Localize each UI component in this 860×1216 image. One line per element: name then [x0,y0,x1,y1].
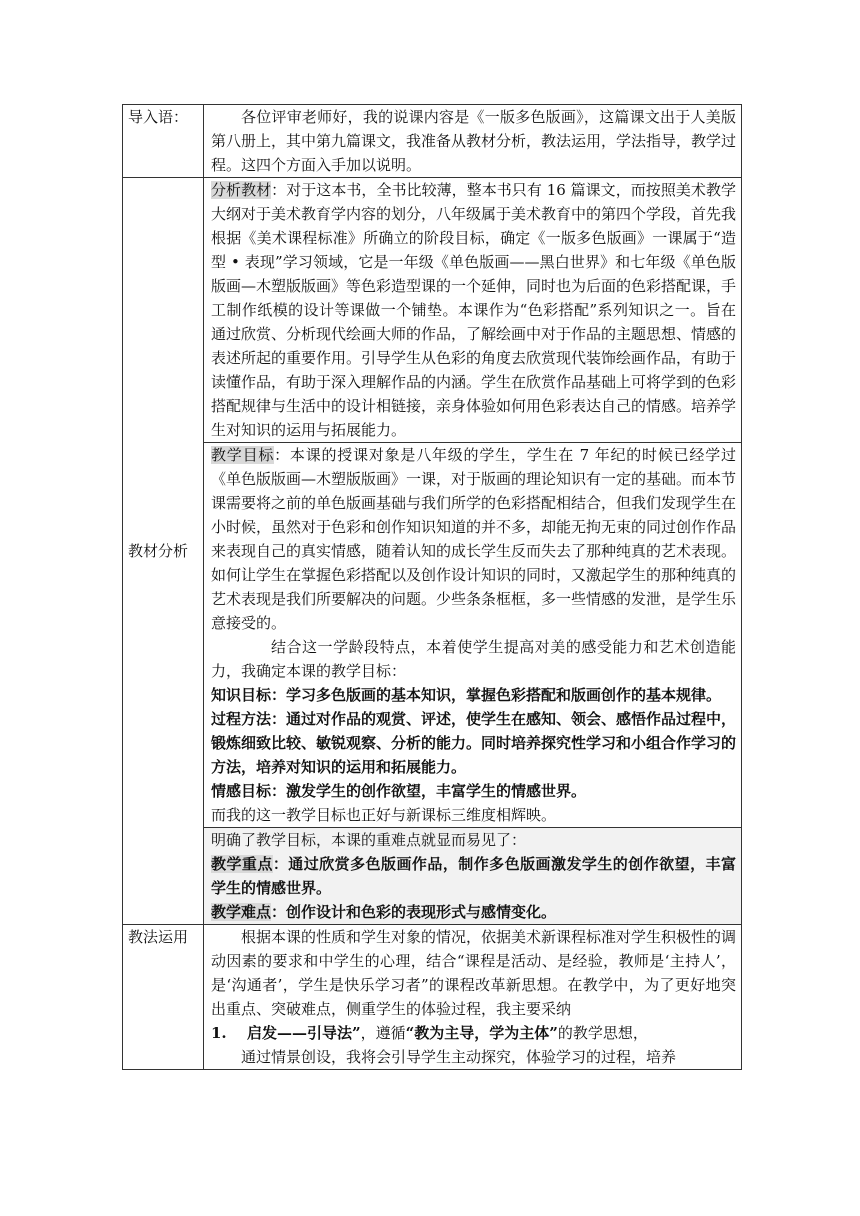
method-item-number: 1. [211,1024,227,1042]
method-row [123,925,742,1070]
objectives-paragraph [211,443,736,635]
key-point-heading: 教学重点 [211,855,273,873]
method-item-principle: “教为主导，学为主体” [405,1024,558,1042]
intro-row [123,105,742,178]
objectives-text: ：本课的授课对象是八年级的学生，学生在 7 年纪的时候已经学过《单色版版画—木塑版版画》一课，对于版画的理论知识有一定的基础。而本节课需要将之前的单色版画基础与我们所学的色彩搭配相结合，但我们发现学生在小时候，虽然对于色彩和创作知识知道的并不多，却能无拘无束的同过创作作品来表现自己的真实情感，随着认知的成长学生反而失去了那种纯真的艺术表现。如何让学生在掌握色彩搭配以及创作设计知识的同时，又激起学生的那种纯真的艺术表现是我们所要解决的问题。少些条条框框，多一些情感的发泄，是学生乐意接受的。 [211,446,737,632]
analysis-content [204,178,742,925]
lesson-table [122,104,742,1070]
key-point-paragraph [211,852,736,900]
analysis-label: 教材分析 [123,178,204,925]
goal-emotion: 情感目标：激发学生的创作欲望，丰富学生的情感世界。 [211,782,587,800]
analysis-section [211,178,736,442]
key-point-text: ：通过欣赏多色版画作品，制作多色版画激发学生的创作欲望，丰富学生的情感世界。 [211,855,736,897]
analysis-text: ：对于这本书，全书比较薄，整本书只有 16 篇课文，而按照美术教学大纲对于美术教育学内容的划分，八年级属于美术教育中的第四个学段，首先我根据《美术课程标准》所确立的阶段目标，确定《一版多色版画》一课属于“造型 • 表现”学习领域，它是一年级《单色版画——黑白世界》和七年级《单色版版画—木塑版版画》等色彩造型课的一个延伸，同时也为后面的色彩搭配课，手工制作纸模的设计等课做一个铺垫。本课作为“色彩搭配”系列知识之一。旨在通过欣赏、分析现代绘画大师的作品，了解绘画中对于作品的主题思想、情感的表述所起的重要作用。引导学生从色彩的角度去欣赏现代装饰绘画作品，有助于读懂作品，有助于深入理解作品的内涵。学生在欣赏作品基础上可将学到的色彩搭配规律与生活中的设计相链接，亲身体验如何用色彩表达自己的情感。培养学生对知识的运用与拓展能力。 [211,181,737,439]
analysis-row [123,178,742,925]
method-content [204,925,742,1070]
key-points-intro: 明确了教学目标，本课的重难点就显而易见了： [211,831,527,849]
objectives-section [204,442,741,827]
key-points-section [204,827,741,924]
difficulty-paragraph [211,900,736,924]
method-item-continuation: 通过情景创设，我将会引导学生主动探究，体验学习的过程，培养 [241,1048,677,1066]
objectives-heading: 教学目标 [211,446,275,464]
intro-text: 各位评审老师好，我的说课内容是《一版多色版画》，这篇课文出于人美版第八册上，其中第九篇课文，我准备从教材分析，教法运用，学法指导，教学过程。这四个方面入手加以说明。 [211,108,737,174]
analysis-heading: 分析教材 [211,181,272,199]
goal-knowledge: 知识目标：学习多色版画的基本知识，掌握色彩搭配和版画创作的基本规律。 [211,686,722,704]
objectives-intro: 结合这一学龄段特点，本着使学生提高对美的感受能力和艺术创造能力，我确定本课的教学目标： [211,638,736,680]
goal-process: 过程方法：通过对作品的观赏、评述，使学生在感知、领会、感悟作品过程中，锻炼细致比较、敏锐观察、分析的能力。同时培养探究性学习和小组合作学习的方法，培养对知识的运用和拓展能力。 [211,710,737,776]
difficulty-heading: 教学难点 [211,903,272,921]
intro-label: 导入语： [123,105,204,178]
method-item-mid: ，遵循 [360,1024,406,1042]
method-item-title: 启发——引导法” [247,1024,361,1042]
analysis-paragraph [211,178,736,442]
difficulty-text: ：创作设计和色彩的表现形式与感情变化。 [271,903,557,921]
method-label: 教法运用 [123,925,204,1070]
method-item-end: 的教学思想， [557,1024,648,1042]
method-text: 根据本课的性质和学生对象的情况，依据美术新课程标准对学生积极性的调动因素的要求和中学生的心理，结合“课程是活动、是经验，教师是‘主持人’，是‘沟通者’，学生是快乐学习者”的课程改革新思想。在教学中，为了更好地突出重点、突破难点，侧重学生的体验过程，我主要采纳 [211,928,737,1018]
method-item [211,1021,736,1045]
objectives-closing: 而我的这一教学目标也正好与新课标三维度相辉映。 [211,806,557,824]
intro-content [204,105,742,178]
